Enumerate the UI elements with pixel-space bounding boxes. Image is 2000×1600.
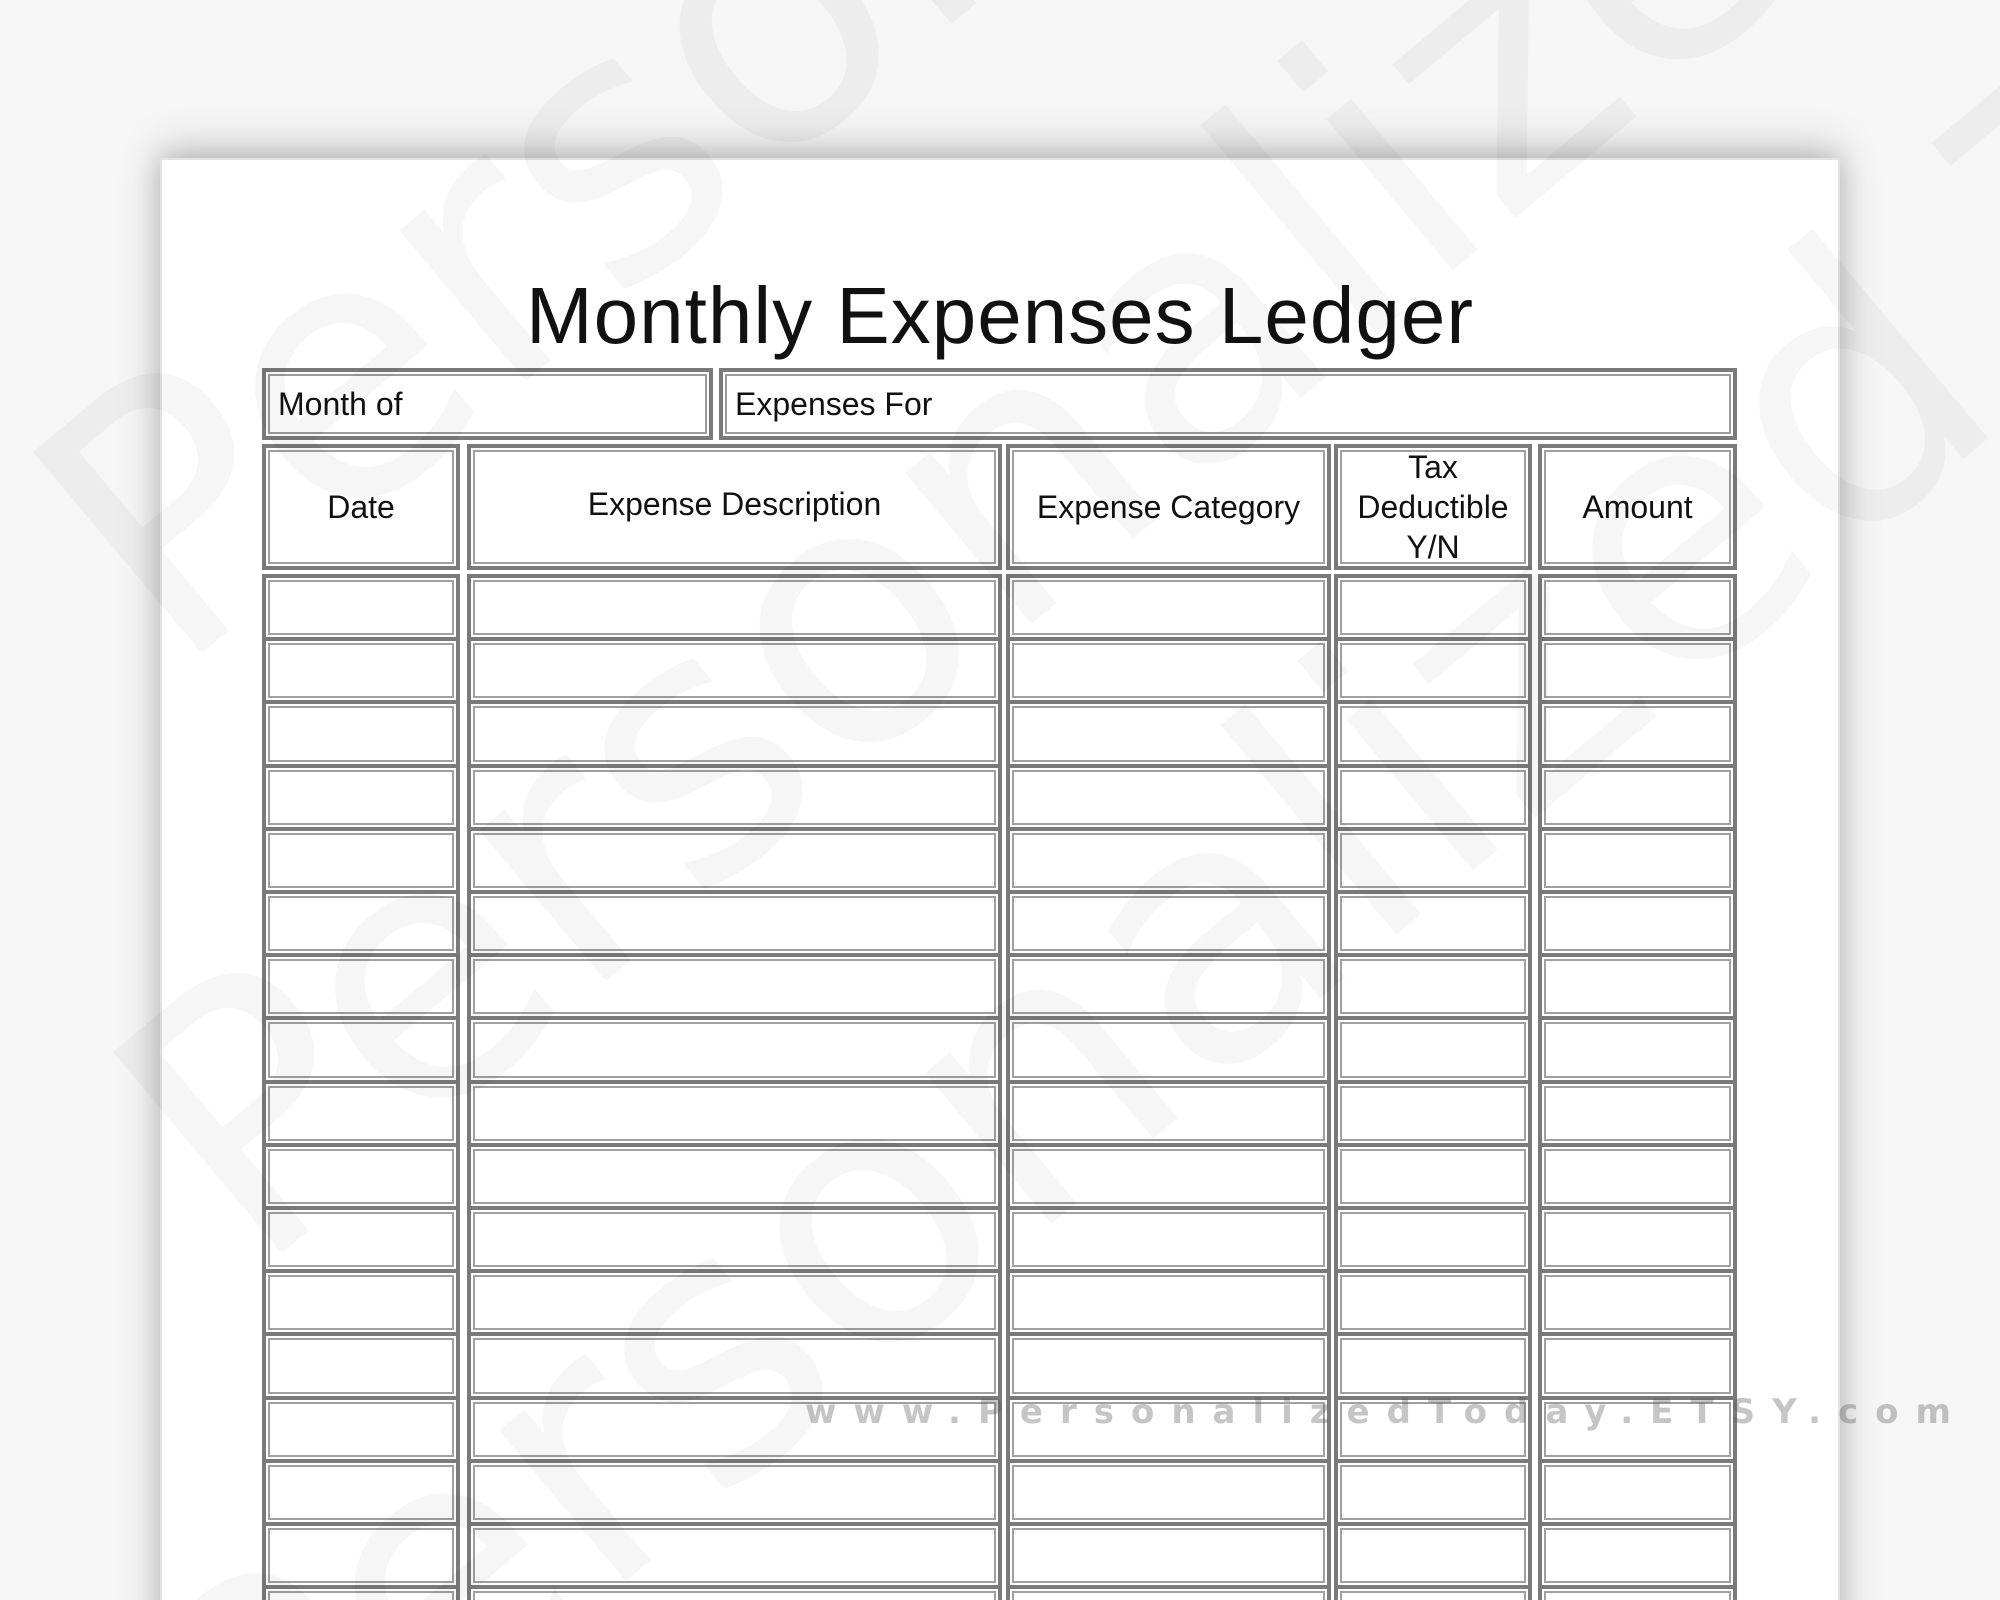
amount-cell[interactable] <box>1538 637 1737 704</box>
description-cell[interactable] <box>467 764 1002 831</box>
amount-cell[interactable] <box>1538 574 1737 641</box>
description-cell[interactable] <box>467 1585 1002 1600</box>
category-cell[interactable] <box>1006 1206 1331 1273</box>
tax-deductible-cell[interactable] <box>1334 827 1532 894</box>
tax-deductible-cell[interactable] <box>1334 953 1532 1020</box>
amount-cell[interactable] <box>1538 1016 1737 1083</box>
column-header-tax-deductible <box>1334 444 1532 570</box>
tax-deductible-cell[interactable] <box>1334 1206 1532 1273</box>
date-cell[interactable] <box>262 1143 460 1210</box>
category-cell[interactable] <box>1006 1585 1331 1600</box>
category-cell[interactable] <box>1006 1016 1331 1083</box>
category-header-label: Expense Category <box>1036 489 1301 525</box>
amount-cell[interactable] <box>1538 1206 1737 1273</box>
tax-deductible-cell[interactable] <box>1334 637 1532 704</box>
date-cell[interactable] <box>262 1332 460 1399</box>
amount-cell[interactable] <box>1538 1080 1737 1147</box>
tax-deductible-cell[interactable] <box>1334 574 1532 641</box>
tax-deductible-cell[interactable] <box>1334 1269 1532 1336</box>
category-cell[interactable] <box>1006 1459 1331 1526</box>
description-cell[interactable] <box>467 953 1002 1020</box>
category-cell[interactable] <box>1006 700 1331 767</box>
date-cell[interactable] <box>262 1459 460 1526</box>
date-cell[interactable] <box>262 890 460 957</box>
date-cell[interactable] <box>262 1585 460 1600</box>
amount-cell[interactable] <box>1538 1332 1737 1399</box>
amount-cell[interactable] <box>1538 1522 1737 1589</box>
tax-deductible-cell[interactable] <box>1334 764 1532 831</box>
date-cell[interactable] <box>262 1080 460 1147</box>
category-cell[interactable] <box>1006 1143 1331 1210</box>
category-cell[interactable] <box>1006 1080 1331 1147</box>
date-cell[interactable] <box>262 1522 460 1589</box>
category-cell[interactable] <box>1006 1332 1331 1399</box>
tax-deductible-cell[interactable] <box>1334 1585 1532 1600</box>
description-cell[interactable] <box>467 637 1002 704</box>
date-cell[interactable] <box>262 1016 460 1083</box>
tax-deductible-cell[interactable] <box>1334 1332 1532 1399</box>
category-cell[interactable] <box>1006 637 1331 704</box>
date-cell[interactable] <box>262 637 460 704</box>
category-cell[interactable] <box>1006 953 1331 1020</box>
column-header-category <box>1006 444 1331 570</box>
date-cell[interactable] <box>262 764 460 831</box>
tax-header-stack <box>1357 447 1508 567</box>
date-cell[interactable] <box>262 1269 460 1336</box>
tax-deductible-cell[interactable] <box>1334 1459 1532 1526</box>
date-header-label: Date <box>327 489 395 525</box>
description-cell[interactable] <box>467 1522 1002 1589</box>
amount-cell[interactable] <box>1538 827 1737 894</box>
column-header-date <box>262 444 460 570</box>
category-cell[interactable] <box>1006 1269 1331 1336</box>
expenses-for-field[interactable] <box>719 368 1737 440</box>
category-cell[interactable] <box>1006 890 1331 957</box>
amount-cell[interactable] <box>1538 953 1737 1020</box>
column-header-amount <box>1538 444 1737 570</box>
category-cell[interactable] <box>1006 574 1331 641</box>
watermark-url: www.PersonalizedToday.ETSY.com <box>805 1392 1968 1432</box>
amount-header-label: Amount <box>1582 489 1693 525</box>
date-cell[interactable] <box>262 700 460 767</box>
amount-cell[interactable] <box>1538 700 1737 767</box>
ledger-title: Monthly Expenses Ledger <box>526 271 1474 360</box>
tax-deductible-cell[interactable] <box>1334 1016 1532 1083</box>
tax-deductible-cell[interactable] <box>1334 1522 1532 1589</box>
category-cell[interactable] <box>1006 827 1331 894</box>
description-cell[interactable] <box>467 1332 1002 1399</box>
tax-deductible-cell[interactable] <box>1334 1080 1532 1147</box>
date-cell[interactable] <box>262 574 460 641</box>
amount-cell[interactable] <box>1538 1585 1737 1600</box>
description-cell[interactable] <box>467 700 1002 767</box>
amount-cell[interactable] <box>1538 1143 1737 1210</box>
tax-deductible-cell[interactable] <box>1334 890 1532 957</box>
description-cell[interactable] <box>467 1206 1002 1273</box>
tax-deductible-cell[interactable] <box>1334 700 1532 767</box>
category-cell[interactable] <box>1006 764 1331 831</box>
date-cell[interactable] <box>262 1206 460 1273</box>
amount-cell[interactable] <box>1538 764 1737 831</box>
tax-header-line-3: Y/N <box>1406 529 1460 565</box>
expenses-for-label: Expenses For <box>735 386 933 422</box>
description-header-label: Expense Description <box>587 486 882 522</box>
column-header-description <box>467 444 1002 570</box>
month-of-label: Month of <box>278 386 403 422</box>
category-cell[interactable] <box>1006 1522 1331 1589</box>
description-cell[interactable] <box>467 890 1002 957</box>
tax-header-line-1: Tax <box>1408 449 1458 485</box>
description-cell[interactable] <box>467 827 1002 894</box>
tax-deductible-cell[interactable] <box>1334 1143 1532 1210</box>
month-of-field[interactable] <box>262 368 713 440</box>
description-cell[interactable] <box>467 1269 1002 1336</box>
description-cell[interactable] <box>467 574 1002 641</box>
date-cell[interactable] <box>262 1396 460 1463</box>
date-cell[interactable] <box>262 953 460 1020</box>
tax-header-line-2: Deductible <box>1357 489 1509 525</box>
description-cell[interactable] <box>467 1143 1002 1210</box>
description-cell[interactable] <box>467 1016 1002 1083</box>
amount-cell[interactable] <box>1538 1269 1737 1336</box>
description-cell[interactable] <box>467 1080 1002 1147</box>
amount-cell[interactable] <box>1538 890 1737 957</box>
amount-cell[interactable] <box>1538 1459 1737 1526</box>
date-cell[interactable] <box>262 827 460 894</box>
description-cell[interactable] <box>467 1459 1002 1526</box>
